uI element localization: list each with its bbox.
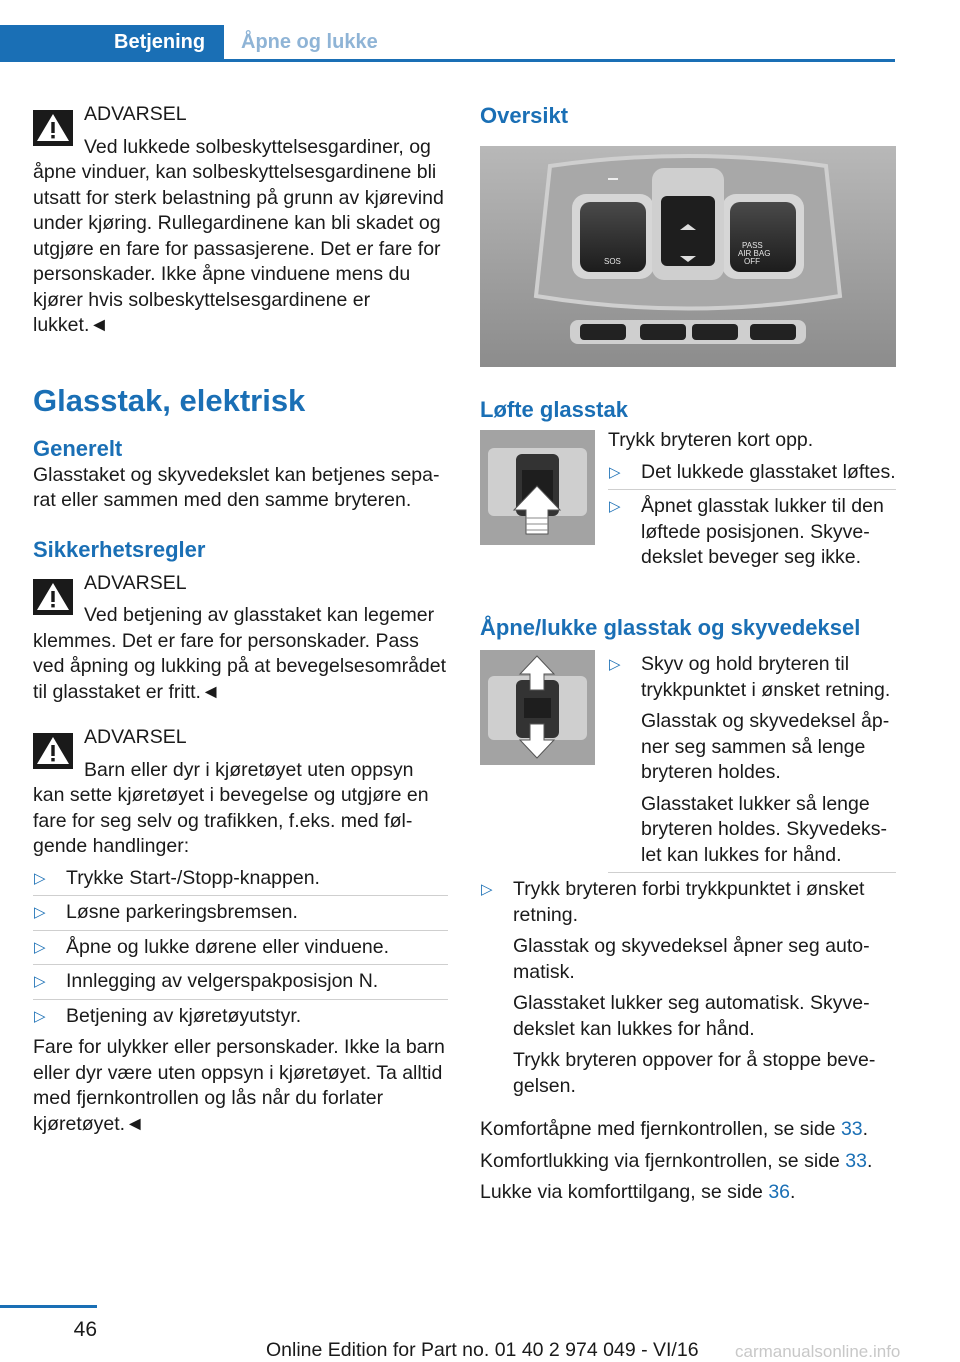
lofte-list — [608, 456, 896, 575]
warning-first-line: Barn eller dyr i kjøretøyet uten oppsyn — [84, 758, 414, 781]
lofte-text — [608, 428, 896, 575]
warning-text: åpne vinduer, kan solbeskyttelsesgardinene bli utsatt for sterk belastning på grunn av kjørevind under kjøring. Rullegardinene kan bli skadet og utgjøre en fare for passasjerene. Det er fare for personskader. Ikke åpne vinduene mens du kjører hvis solbeskyttelsesgardinene er lukket.◄ — [33, 161, 444, 336]
list-item: ▷ Løsne parkeringsbremsen. — [33, 896, 448, 931]
switch-updown-illustration — [480, 650, 595, 765]
warning-conclusion: Fare for ulykker eller personskader. Ikke la barn eller dyr være uten oppsyn i kjøretøyet. Ta alltid med fjernkontrollen og lås når du forlater kjøretøyet.◄ — [33, 1036, 445, 1135]
warning-list — [33, 862, 448, 1034]
warning-block — [33, 725, 448, 1137]
pass-label: PASS — [742, 241, 763, 250]
header-tab-apne-og-lukke[interactable]: Åpne og lukke — [241, 31, 378, 53]
heading-oversikt: Oversikt — [480, 103, 569, 128]
heading-lofte-glasstak: Løfte glasstak — [480, 397, 628, 422]
page-link[interactable]: 33 — [840, 1118, 863, 1140]
list-item: ▷ Skyv og hold bryteren til trykkpunktet i ønsket retning. Glasstak og skyvedeksel åpner seg sammen så lenge bryteren holdes. Glasstaket lukker så lenge bryteren holdes. Skyvedekslet kan lukkes for hånd. — [608, 648, 896, 873]
warning-first-line: Ved betjening av glasstaket kan legemer — [84, 604, 435, 626]
reference-line: Lukke via komforttilgang, se side 36. — [480, 1181, 796, 1203]
generelt-text: Glasstaket og skyvedekslet kan betjenes separat eller sammen med den samme bryteren. — [33, 463, 440, 511]
off-label: OFF — [744, 257, 760, 266]
list-item: ▷ Trykke Start-/Stopp-knappen. — [33, 862, 448, 897]
triangle-bullet-icon: ▷ — [34, 904, 46, 921]
warning-icon — [33, 579, 73, 615]
warning-first-line: Ved lukkede solbeskyttelsesgardiner, og — [84, 135, 431, 158]
warning-text: kan sette kjøretøyet i bevegelse og utgjøre en fare for seg selv og trafikken, f.eks. med følgende handlinger: — [33, 784, 429, 857]
page-link[interactable]: 36 — [768, 1181, 791, 1203]
list-item: ▷ Åpne og lukke dørene eller vinduene. — [33, 931, 448, 966]
warning-block — [33, 102, 448, 339]
warning-block — [33, 571, 448, 706]
triangle-bullet-icon: ▷ — [481, 881, 493, 898]
lofte-block — [480, 428, 896, 598]
heading-generelt: Generelt — [33, 435, 123, 461]
heading-sikkerhetsregler: Sikkerhetsregler — [33, 536, 206, 562]
reference-line: Komfortlukking via fjernkontrollen, se side 33. — [480, 1149, 873, 1172]
warning-icon — [33, 733, 73, 769]
section-title: Glasstak, elektrisk — [33, 382, 306, 418]
edition-footer: Online Edition for Part no. 01 40 2 974 049 - VI/16 — [266, 1339, 699, 1361]
list-item: ▷ Trykk bryteren forbi trykkpunktet i ønsket retning. Glasstak og skyvedeksel åpner seg automatisk. Glasstaket lukker seg automatisk. Skyvedekslet kan lukkes for hånd. Trykk bryteren oppover for å stoppe bevegelsen. — [481, 878, 876, 1097]
heading-apne-lukke: Åpne/lukke glasstak og skyvedeksel — [480, 615, 861, 640]
warning-text: klemmes. Det er fare for personskader. Pass ved åpning og lukking på at bevegelsesområdet til glasstaket er fritt.◄ — [33, 629, 447, 703]
triangle-bullet-icon: ▷ — [34, 1007, 46, 1025]
apne-block — [480, 648, 896, 1103]
warning-title: ADVARSEL — [84, 103, 187, 125]
right-column — [480, 102, 896, 1206]
sos-label: SOS — [604, 257, 621, 266]
overhead-console-illustration — [480, 146, 896, 367]
list-item: ▷ Åpnet glasstak lukker til den løftede posisjonen. Skyvedekslet beveger seg ikke. — [609, 495, 884, 568]
list-item: ▷ Betjening av kjøretøyutstyr. — [33, 1000, 448, 1034]
triangle-bullet-icon: ▷ — [34, 938, 46, 956]
left-column — [33, 102, 448, 1137]
warning-title: ADVARSEL — [84, 571, 187, 594]
switch-up-image — [480, 430, 595, 545]
triangle-bullet-icon: ▷ — [609, 498, 621, 515]
warning-icon — [33, 110, 73, 146]
watermark: carmanualsonline.info — [735, 1342, 901, 1361]
switch-updown-image — [480, 650, 595, 765]
switch-up-illustration — [480, 430, 595, 545]
header-tab-betjening[interactable]: Betjening — [0, 25, 224, 62]
triangle-bullet-icon: ▷ — [609, 656, 621, 673]
lofte-intro: Trykk bryteren kort opp. — [608, 429, 814, 451]
list-item: ▷ Det lukkede glasstaket løftes. — [608, 456, 896, 491]
page-link[interactable]: 33 — [845, 1149, 867, 1172]
warning-title: ADVARSEL — [84, 726, 187, 748]
triangle-bullet-icon: ▷ — [34, 869, 46, 887]
triangle-bullet-icon: ▷ — [34, 973, 46, 990]
airbag-label: AIR BAG — [738, 249, 771, 258]
overhead-console-image — [480, 146, 896, 367]
triangle-bullet-icon: ▷ — [609, 463, 621, 481]
list-item: ▷ Innlegging av velgerspakposisjon N. — [33, 965, 448, 1000]
reference-line: Komfortåpne med fjernkontrollen, se side 33. — [480, 1118, 869, 1140]
page-number: 46 — [0, 1305, 97, 1342]
